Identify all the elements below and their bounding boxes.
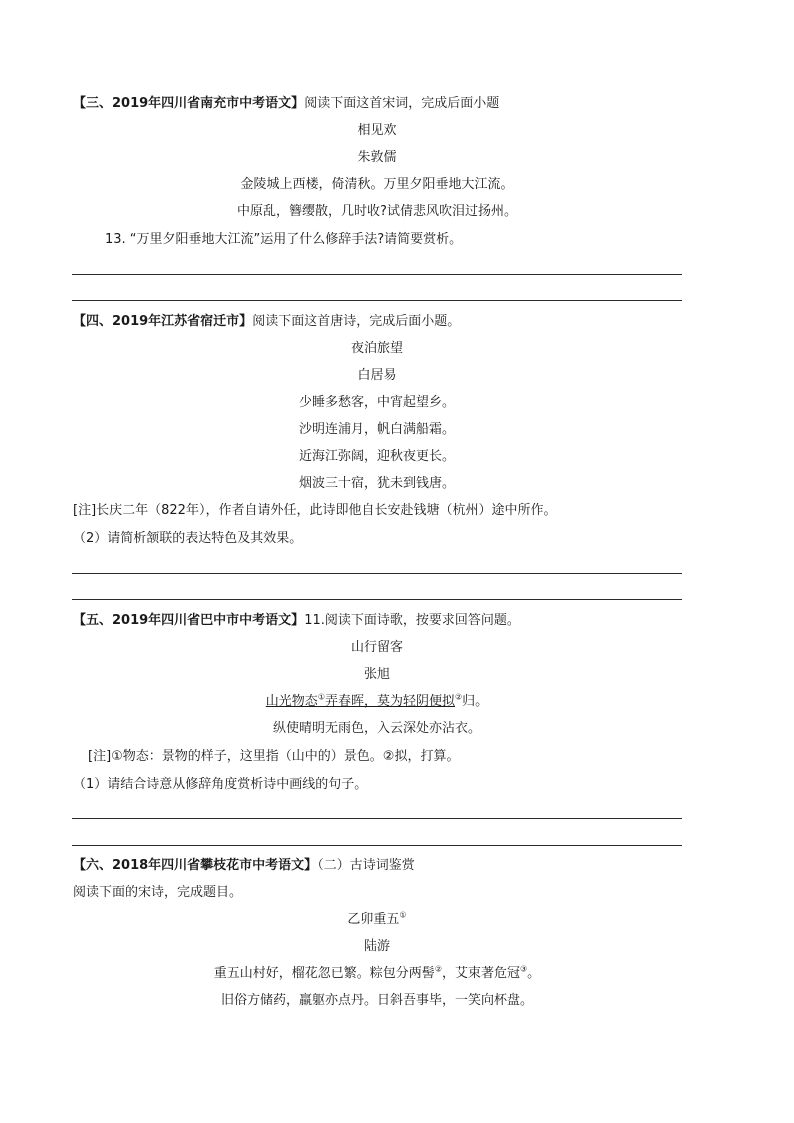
section-6-poem-author: 陆游 [363, 939, 390, 954]
section-4-verse-2: 沙明连浦月，帆白满船霜。 [298, 422, 455, 437]
poem-title-text: 乙卯重五 [347, 912, 400, 927]
section-3-verse-1: 金陵城上西楼，倚清秋。万里夕阳垂地大江流。 [240, 177, 514, 192]
section-4-question: （2）请简析颔联的表达特色及其效果。 [73, 531, 303, 546]
section-4-poem-author: 白居易 [357, 368, 397, 383]
section-5-header [73, 612, 520, 630]
section-6-heading: 【六、2018年四川省攀枝花市中考语文】 [73, 858, 318, 873]
footnote-marker: ③ [520, 964, 528, 974]
section-6-header [73, 857, 415, 875]
section-5-heading: 【五、2019年四川省巴中市中考语文】 [73, 613, 305, 628]
answer-line [72, 573, 682, 574]
underlined-verse [266, 694, 455, 709]
answer-line [72, 818, 682, 819]
answer-line [72, 845, 682, 846]
verse-text: 山光物态 [265, 694, 318, 709]
section-4-note: [注]长庆二年（822年），作者自请外任，此诗即他自长安赴钱塘（杭州）途中所作。 [73, 503, 557, 518]
section-3-header [73, 95, 499, 113]
section-6-intro: （二）古诗词鉴赏 [317, 858, 415, 873]
footnote-marker: ② [434, 964, 442, 974]
section-4-verse-3: 近海江弥阔，迎秋夜更长。 [298, 449, 455, 464]
section-6-verse-1 [73, 965, 681, 983]
section-3-intro: 阅读下面这首宋词，完成后面小题 [304, 96, 500, 111]
section-5-poem-author: 张旭 [363, 667, 390, 682]
section-3-verse-2: 中原乱，簪缨散，几时收?试倩悲风吹泪过扬州。 [237, 204, 517, 219]
footnote-marker: ① [317, 692, 325, 702]
answer-line [72, 599, 682, 600]
section-3-question: 13. “万里夕阳垂地大江流”运用了什么修辞手法?请简要赏析。 [105, 232, 463, 247]
section-5-verse-1 [73, 693, 681, 711]
section-3-heading: 【三、2019年四川省南充市中考语文】 [73, 96, 305, 111]
verse-text: 归。 [462, 694, 489, 709]
section-5-note: [注]①物态：景物的样子，这里指（山中的）景色。②拟，打算。 [88, 749, 460, 764]
section-5-poem-title: 山行留客 [350, 640, 403, 655]
footnote-marker: ② [455, 692, 463, 702]
section-4-heading: 【四、2019年江苏省宿迁市】 [73, 314, 253, 329]
verse-text: 弄春晖，莫为轻阴便拟 [324, 694, 455, 709]
section-4-intro: 阅读下面这首唐诗，完成后面小题。 [252, 314, 461, 329]
section-5-question: （1）请结合诗意从修辞角度赏析诗中画线的句子。 [73, 777, 368, 792]
section-4-verse-4: 烟波三十宿，犹未到钱唐。 [298, 476, 455, 491]
section-5-verse-2: 纵使晴明无雨色，入云深处亦沾衣。 [272, 721, 481, 736]
verse-text: ，艾束著危冠 [441, 966, 520, 981]
answer-line [72, 274, 682, 275]
section-3-poem-author: 朱敦儒 [357, 150, 397, 165]
section-4-verse-1: 少睡多愁客，中宵起望乡。 [298, 395, 455, 410]
verse-text: 。 [527, 966, 541, 981]
section-3-poem-title: 相见欢 [357, 123, 397, 138]
section-6-poem-title [73, 911, 681, 929]
verse-text: 重五山村好，榴花忽已繁。粽包分两髻 [213, 966, 435, 981]
answer-line [72, 300, 682, 301]
section-5-intro: 11.阅读下面诗歌，按要求回答问题。 [304, 613, 520, 628]
section-6-intro-2: 阅读下面的宋诗，完成题目。 [73, 885, 243, 900]
section-4-poem-title: 夜泊旅望 [350, 341, 403, 356]
section-6-verse-2: 旧俗方储药，羸躯亦点丹。日斜吾事毕，一笑向杯盘。 [220, 993, 533, 1008]
section-4-header [73, 313, 460, 331]
footnote-marker: ① [399, 910, 407, 920]
